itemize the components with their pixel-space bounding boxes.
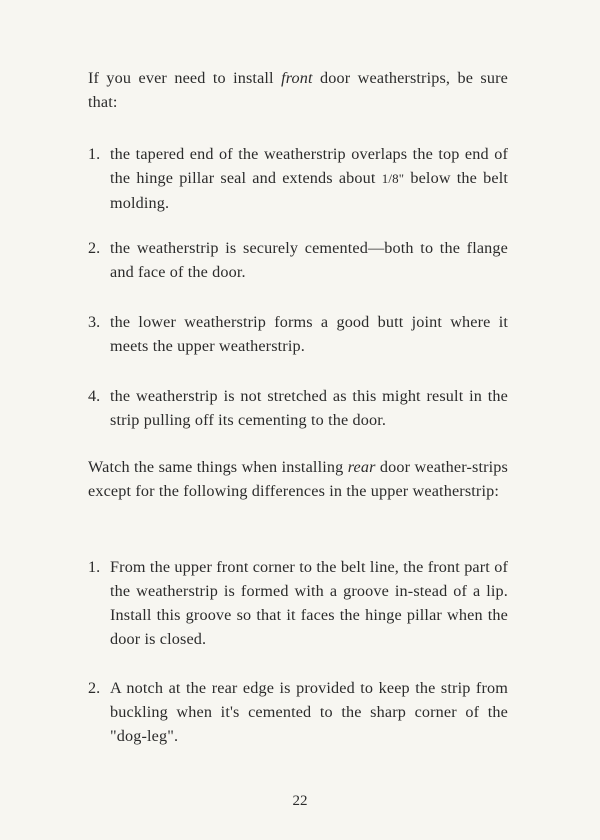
item-number: 2. bbox=[88, 239, 101, 257]
item-number: 1. bbox=[88, 145, 101, 163]
item-text: the weatherstrip is not stretched as this might result in the strip pulling off its cementing to the door. bbox=[110, 387, 508, 429]
front-item-3 bbox=[88, 310, 508, 358]
item-text: From the upper front corner to the belt line, the front part of the weatherstrip is formed with a groove in-stead of a lip. Install this groove so that it faces the hinge pillar when the door is closed. bbox=[110, 558, 508, 648]
front-item-1 bbox=[88, 142, 508, 215]
intro-emphasis: front bbox=[281, 69, 313, 87]
item-number: 4. bbox=[88, 387, 101, 405]
item-text: A notch at the rear edge is provided to keep the strip from buckling when it's cemented to the sharp corner of the "dog-leg". bbox=[110, 679, 508, 745]
front-item-2 bbox=[88, 236, 508, 284]
item-text: the tapered end of the weatherstrip overlaps the top end of the hinge pillar seal and extends about 1/8" below the belt molding. bbox=[110, 145, 509, 212]
rear-item-1 bbox=[88, 555, 508, 651]
rear-intro-paragraph bbox=[88, 455, 508, 503]
item-text: the lower weatherstrip forms a good butt joint where it meets the upper weatherstrip. bbox=[110, 313, 508, 355]
item-number: 2. bbox=[88, 679, 101, 697]
intro-text-after: door weatherstrips, be sure that: bbox=[88, 69, 508, 111]
page-number: 22 bbox=[292, 793, 308, 809]
item-number: 1. bbox=[88, 558, 101, 576]
rear-intro-text-after: door weather-strips except for the following differences in the upper weatherstrip: bbox=[88, 458, 508, 500]
front-item-4 bbox=[88, 384, 508, 432]
item-text: the weatherstrip is securely cemented—both to the flange and face of the door. bbox=[110, 239, 508, 281]
rear-intro-text-before: Watch the same things when installing bbox=[88, 458, 348, 476]
item-number: 3. bbox=[88, 313, 101, 331]
intro-paragraph bbox=[88, 66, 508, 114]
rear-intro-emphasis: rear bbox=[347, 458, 376, 476]
intro-text-before: If you ever need to install bbox=[88, 69, 282, 87]
rear-item-2 bbox=[88, 676, 508, 748]
fraction: 1/8" bbox=[381, 171, 405, 186]
